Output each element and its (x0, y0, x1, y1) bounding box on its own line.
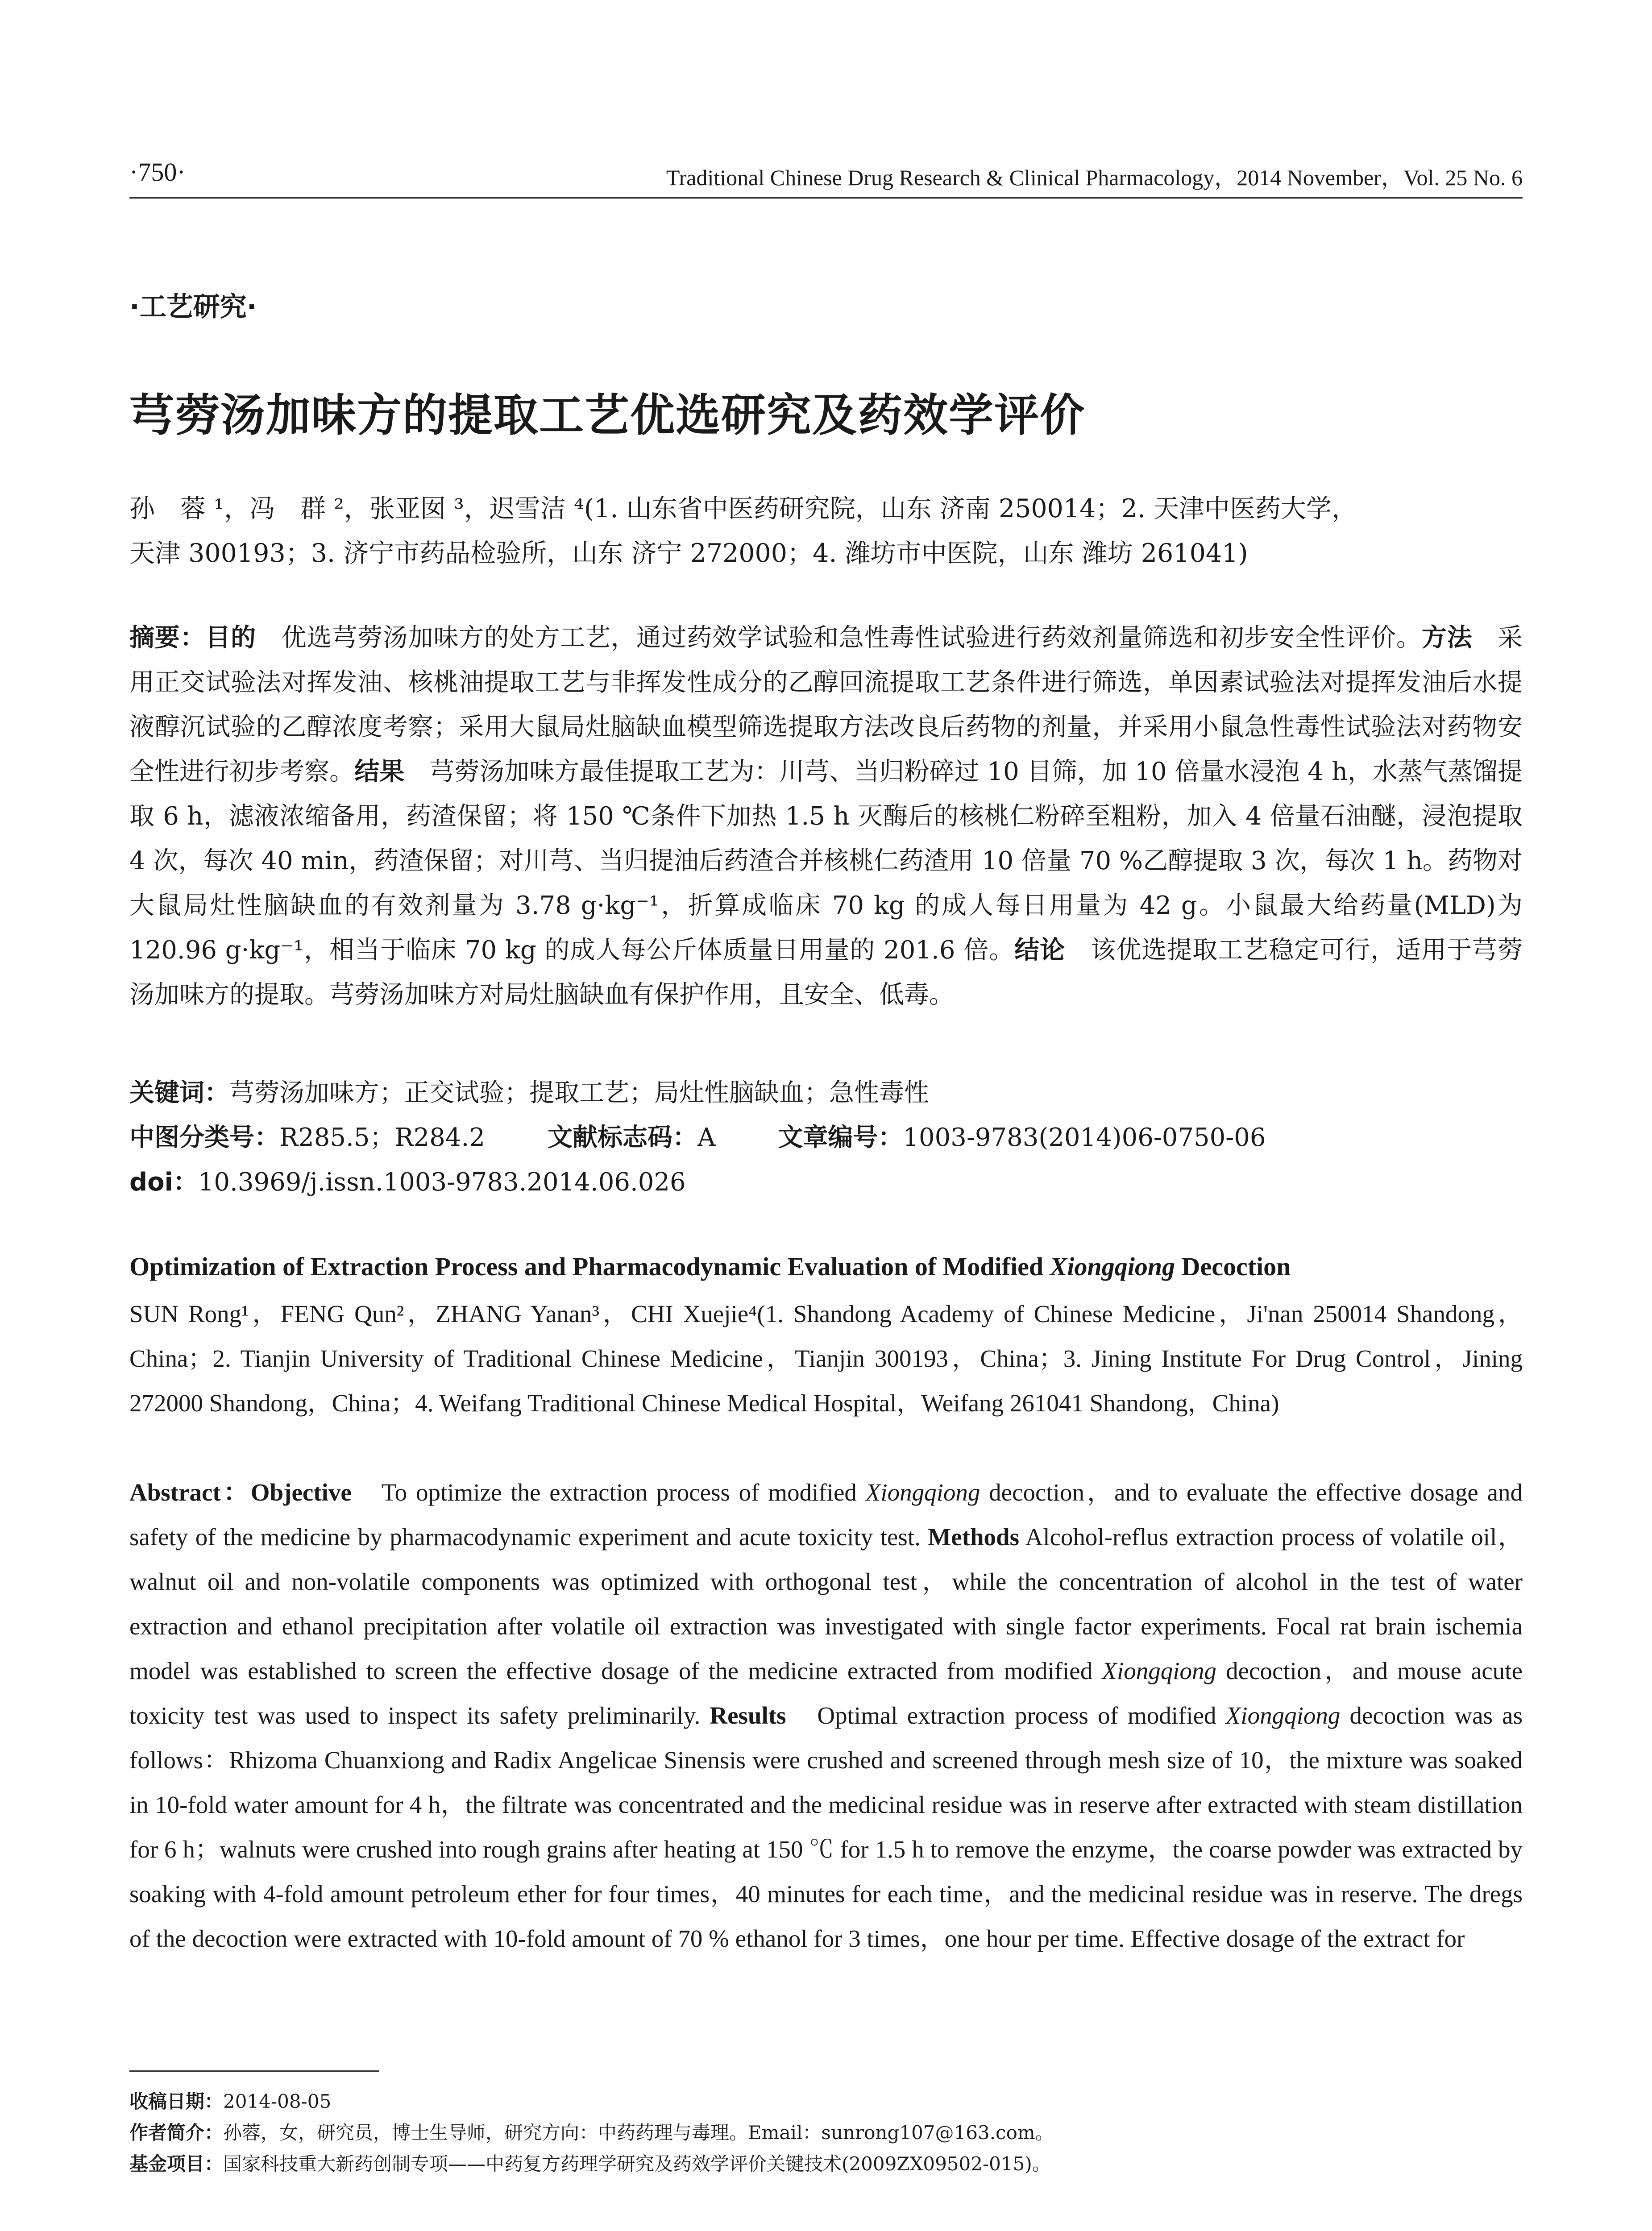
english-authors-affiliations: SUN Rong¹，FENG Qun²，ZHANG Yanan³，CHI Xuejie⁴(1. Shandong Academy of Chinese Medicine，Ji'nan 250014 Shandong，China；2. Tianjin University of Traditional Chinese Medicine，Tianjin 300193，China；3. Jining Institute For Drug Control，Jining 272000 Shandong，China；4. Weifang Traditional Chinese Medical Hospital，Weifang 261041 Shandong，China) (129, 1300, 1523, 1417)
en-objective-label: Objective (250, 1479, 352, 1506)
abstract-en (129, 1470, 1523, 1961)
author-value: 孙蓉，女，研究员，博士生导师，研究方向：中药药理与毒理。Email：sunrong107@163.com。 (223, 2122, 1054, 2144)
doc-code-value: A (697, 1123, 716, 1152)
en-methods-text-a: Alcohol-reflus extraction process of volatile oil，walnut oil and non-volatile components was optimized with orthogonal test，while the concentration of alcohol in the test of water extraction and ethanol precipitation after volatile oil extraction was investigated with single factor experiments. Focal rat brain ischemia model was established to screen the effective dosage of the medicine extracted from modified (129, 1523, 1523, 1684)
doc-code-label: 文献标志码： (547, 1123, 697, 1152)
doi-value: 10.3969/j.issn.1003-9783.2014.06.026 (198, 1168, 686, 1197)
english-title-text: Optimization of Extraction Process and Pharmacodynamic Evaluation of Modified (129, 1252, 1050, 1281)
article-id-label: 文章编号： (778, 1123, 903, 1152)
footnote-author (129, 2119, 1523, 2146)
en-methods-label: Methods (928, 1523, 1020, 1551)
keywords-line (129, 1071, 1523, 1116)
en-objective-text-b: decoction，and to evaluate the effective dosage and safety of the medicine by pharmacodynamic experiment and acute toxicity test. (129, 1479, 1523, 1551)
conclusion-text: 该优选提取工艺稳定可行，适用于芎䓖汤加味方的提取。芎䓖汤加味方对局灶脑缺血有保护作用，且安全、低毒。 (129, 936, 1523, 1009)
doi-label: doi： (129, 1168, 198, 1197)
article-title: 芎䓖汤加味方的提取工艺优选研究及药效学评价 (129, 389, 1085, 441)
conclusion-label: 结论 (1014, 936, 1066, 965)
en-abstract-label: Abstract： (129, 1479, 251, 1506)
received-value: 2014-08-05 (223, 2090, 332, 2112)
en-results-text-a: Optimal extraction process of modified (786, 1702, 1226, 1729)
english-title-italic: Xiongqiong (1050, 1252, 1175, 1281)
objective-text: 优选芎䓖汤加味方的处方工艺，通过药效学试验和急性毒性试验进行药效剂量筛选和初步安全性评价。 (256, 623, 1422, 652)
authors-line-2: 天津 300193；3. 济宁市药品检验所，山东 济宁 272000；4. 潍坊市中医院，山东 潍坊 261041) (129, 539, 1248, 568)
results-text: 芎䓖汤加味方最佳提取工艺为：川芎、当归粉碎过 10 目筛，加 10 倍量水浸泡 4 h，水蒸气蒸馏提取 6 h，滤液浓缩备用，药渣保留；将 150 ℃条件下加热 1.5 h 灭酶后的核桃仁粉碎至粗粉，加入 4 倍量石油醚，浸泡提取 4 次，每次 40 min，药渣保留；对川芎、当归提油后药渣合并核桃仁药渣用 10 倍量 70 %乙醇提取 3 次，每次 1 h。药物对大鼠局灶性脑缺血的有效剂量为 3.78 g·kg⁻¹，折算成临床 70 kg 的成人每日用量为 42 g。小鼠最大给药量(MLD)为 120.96 g·kg⁻¹，相当于临床 70 kg 的成人每公斤体质量日用量的 201.6 倍。 (129, 757, 1523, 965)
fund-value: 国家科技重大新药创制专项——中药复方药理学研究及药效学评价关键技术(2009ZX09502-015)。 (223, 2153, 1051, 2175)
abstract-label: 摘要： (129, 623, 206, 652)
en-results-text-b: decoction was as follows：Rhizoma Chuanxiong and Radix Angelicae Sinensis were crushed and screened through mesh size of 10，the mixture was soaked in 10-fold water amount for 4 h，the filtrate was concentrated and the medicinal residue was in reserve after extracted with steam distillation for 6 h；walnuts were crushed into rough grains after heating at 150 ℃ for 1.5 h to remove the enzyme，the coarse powder was extracted by soaking with 4-fold amount petroleum ether for four times，40 minutes for each time，and the medicinal residue was in reserve. The dregs of the decoction were extracted with 10-fold amount of 70 % ethanol for 3 times，one hour per time. Effective dosage of the extract for (129, 1702, 1523, 1952)
english-title-end: Decoction (1175, 1252, 1291, 1281)
journal-running-header: Traditional Chinese Drug Research & Clinical Pharmacology，2014 November，Vol. 25 No. 6 (666, 165, 1523, 190)
author-label: 作者简介： (129, 2122, 224, 2144)
authors-affiliations-cn (129, 486, 1523, 576)
clc-value: R285.5；R284.2 (279, 1123, 485, 1152)
footnote-received (129, 2088, 1523, 2115)
authors-line-1: 孙 蓉 ¹，冯 群 ²，张亚囡 ³，迟雪洁 ⁴(1. 山东省中医药研究院，山东 济南 250014；2. 天津中医药大学， (129, 494, 1357, 523)
footnote-rule (129, 2070, 379, 2072)
classification-line (129, 1116, 1523, 1160)
article-id-value: 1003-9783(2014)06-0750-06 (903, 1123, 1266, 1152)
fund-label: 基金项目： (129, 2153, 224, 2175)
en-results-label: Results (710, 1702, 786, 1729)
en-methods-text-b: decoction，and mouse acute toxicity test was used to inspect its safety preliminarily. (129, 1657, 1523, 1729)
methods-label: 方法 (1421, 623, 1473, 652)
objective-label: 目的 (205, 623, 256, 652)
abstract-cn (129, 616, 1523, 1017)
keywords-value: 芎䓖汤加味方；正交试验；提取工艺；局灶性脑缺血；急性毒性 (229, 1078, 929, 1107)
page-number: ·750· (129, 158, 186, 187)
footnote-fund (129, 2151, 1523, 2177)
en-xiongqiong-3: Xiongqiong (1225, 1702, 1341, 1729)
results-label: 结果 (354, 757, 405, 786)
keywords-label: 关键词： (129, 1078, 229, 1107)
methods-text: 采用正交试验法对挥发油、核桃油提取工艺与非挥发性成分的乙醇回流提取工艺条件进行筛选，单因素试验法对提挥发油后水提液醇沉试验的乙醇浓度考察；采用大鼠局灶脑缺血模型筛选提取方法改良后药物的剂量，并采用小鼠急性毒性试验法对药物安全性进行初步考察。 (129, 623, 1523, 786)
en-objective-text-a: To optimize the extraction process of modified (351, 1479, 866, 1506)
english-title (129, 1252, 1291, 1281)
en-xiongqiong-2: Xiongqiong (1102, 1657, 1217, 1684)
received-label: 收稿日期： (129, 2090, 224, 2112)
clc-label: 中图分类号： (129, 1123, 279, 1152)
doi-line (129, 1160, 1523, 1205)
en-xiongqiong-1: Xiongqiong (865, 1479, 980, 1506)
header-rule (129, 197, 1523, 199)
section-tag: ·工艺研究· (129, 291, 257, 323)
